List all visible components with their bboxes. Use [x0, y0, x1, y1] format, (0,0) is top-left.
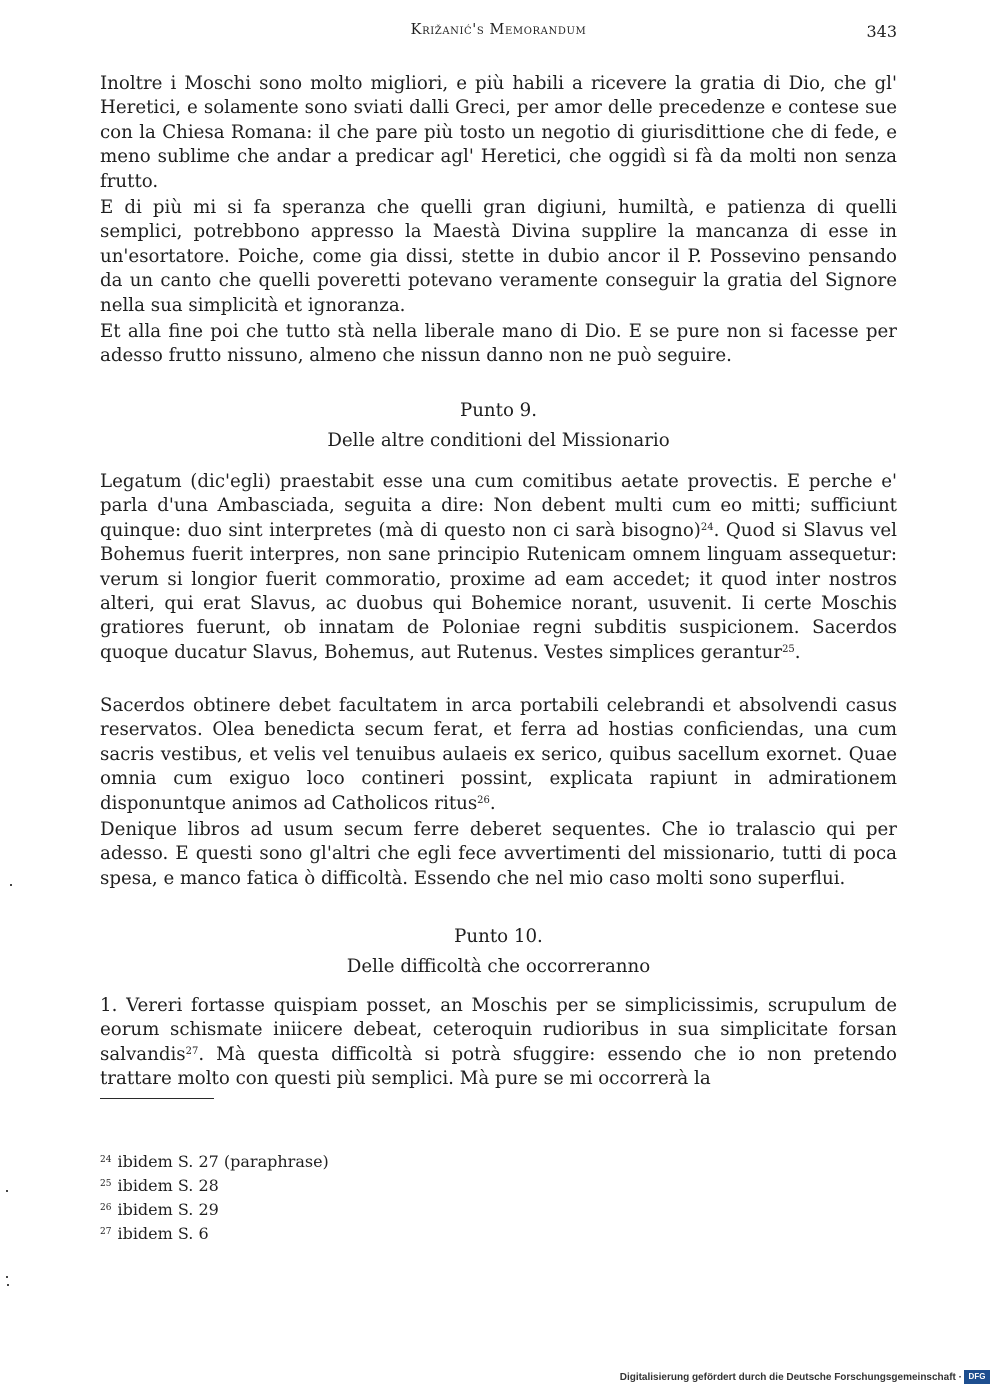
paragraph — [100, 470, 897, 665]
scan-speck — [6, 1276, 8, 1278]
footnote-number: 26 — [100, 1203, 112, 1213]
paragraph: E di più mi si fa speranza che quelli gran digiuni, humiltà, e patienza di quelli semplici, potrebbono appresso la Maestà Divina supplire la mancanza di esse in un'esortatore. Poiche, come gia dissi, stette in dubio ancor il P. Possevino pensando da un canto che quelli poveretti potevano veramente conseguir la gratia del Signore nella sua simplicità et ignoranza. — [100, 197, 897, 316]
running-title: Križanić's Memorandum — [410, 22, 587, 38]
paragraph-text: 1. Vereri fortasse quispiam posset, an Moschis per se simplicissimis, scrupulum de eorum schismate iniicere debeat, ceteroquin rudioribus in sua simplicitate forsan salvandis — [100, 995, 897, 1065]
footnote-text: ibidem S. 6 — [117, 1224, 209, 1243]
paragraph: Denique libros ad usum secum ferre deberet sequentes. Che io tralascio qui per adesso. E questi sono gl'altri che egli fece avvertimenti del missionario, tutti di poca spesa, e manco fatica ò difficoltà. Essendo che nel mio caso molti sono superflui. — [100, 819, 897, 889]
footnote-number: 24 — [100, 1155, 112, 1165]
section-title: Delle altre conditioni del Missionario — [327, 430, 670, 451]
footnote — [100, 1150, 700, 1174]
section-title: Delle difficoltà che occorreranno — [346, 956, 651, 977]
page-header — [100, 22, 897, 46]
paragraph-text: . Mà questa difficoltà si potrà sfuggire: essendo che io non pretendo trattare molto con questi più semplici. Mà pure se mi occorrerà la — [100, 1043, 897, 1090]
page-number: 343 — [866, 22, 897, 41]
footnotes — [100, 1150, 700, 1246]
footnote-ref[interactable]: 27 — [185, 1045, 199, 1057]
footnote-number: 25 — [100, 1179, 112, 1189]
footnote-ref[interactable]: 24 — [700, 521, 714, 533]
footnote-text: ibidem S. 27 (paraphrase) — [117, 1152, 329, 1171]
paragraph-text: . — [489, 792, 496, 814]
footnote — [100, 1222, 700, 1246]
section-heading: Punto 9. — [459, 400, 538, 421]
paragraph: Et alla fine poi che tutto stà nella liberale mano di Dio. E se pure non si facesse per adesso frutto nissuno, almeno che nissun danno non ne può seguire. — [100, 321, 897, 367]
dfg-logo: DFG — [964, 1370, 990, 1384]
footnote-ref[interactable]: 25 — [782, 643, 795, 655]
paragraph-text: . Quod si Slavus vel Bohemus fuerit interpres, non sane principio Rutenicam omnem linguam assequetur: verum si longior fuerit commoratio, proxime ad eam accedet; it quod inter nostros alteri, qui erat Slavus, ac duobus qui Bohemice norant, usuvenit. Ii certe Moschis gratiores fuerunt, ob innatam de Poloniae regni subditis suspicionem. Sacerdos quoque ducatur Slavus, Bohemus, aut Rutenus. Vestes simplices gerantur — [100, 519, 897, 663]
footnote-number: 27 — [100, 1227, 112, 1237]
paragraph: Inoltre i Moschi sono molto migliori, e più habili a ricevere la gratia di Dio, che gl' Heretici, e solamente sono sviati dalli Greci, per amor delle precedenze e contese sue con la Chiesa Romana: il che pare più tosto un negotio di giurisdittione che di fede, e meno sublime che andar a predicar agl' Heretici, che oggidì si fà da molti non senza frutto. — [100, 73, 897, 192]
scan-speck — [10, 884, 12, 886]
funding-notice: Digitalisierung gefördert durch die Deutsche Forschungsgemeinschaft · — [619, 1372, 962, 1383]
footnote-divider — [100, 1098, 214, 1099]
section-heading: Punto 10. — [454, 926, 543, 947]
footnote-text: ibidem S. 29 — [117, 1200, 219, 1219]
scan-speck — [7, 1284, 9, 1286]
paragraph-text: . — [794, 641, 801, 663]
footnote — [100, 1198, 700, 1222]
footnote-text: ibidem S. 28 — [117, 1176, 219, 1195]
scan-speck — [6, 1190, 8, 1192]
paragraph-text: Sacerdos obtinere debet facultatem in arca portabili celebrandi et absolvendi casus reservatos. Olea benedicta secum ferat, et ferra ad hostias conficiendas, una cum sacris vestibus, et velis vel tenuibus aulaeis ex serico, quibus sacellum exornet. Quae omnia cum exiguo loco contineri possint, explicata rapiunt in admirationem disponuntque animos ad Catholicos ritus — [100, 695, 897, 814]
paragraph-text: Legatum (dic'egli) praestabit esse una cum comitibus aetate provectis. E perche e' parla d'una Ambasciada, seguita a dire: Non debent multi cum eo mitti; sufficiunt quinque: duo sint interpretes (mà di questo non ci sarà bisogno) — [100, 471, 897, 541]
paragraph — [100, 694, 897, 816]
footnote — [100, 1174, 700, 1198]
footnote-ref[interactable]: 26 — [477, 794, 490, 806]
paragraph — [100, 994, 897, 1092]
